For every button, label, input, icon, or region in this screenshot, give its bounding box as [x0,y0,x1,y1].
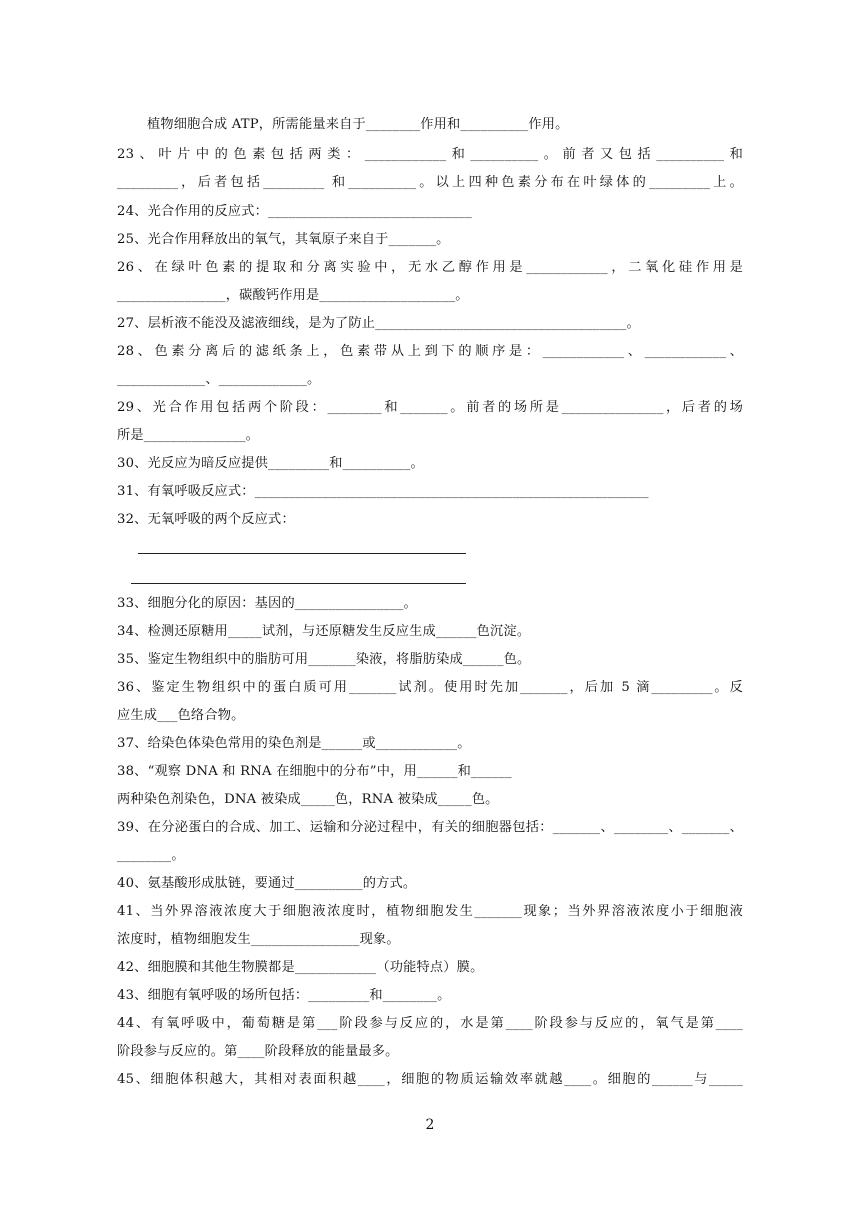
question-40: 40、氨基酸形成肽链，要通过__________的方式。 [117,876,417,891]
question-35: 35、鉴定生物组织中的脂肪可用_______染液，将脂肪染成______色。 [117,652,531,667]
text-line: ________________，碳酸钙作用是____________________。 [117,288,469,303]
text-line: _____________、_____________。 [117,372,321,387]
text-line: 阶段参与反应的。第____阶段释放的能量最多。 [117,1044,399,1059]
question-30: 30、光反应为暗反应提供_________和__________。 [117,456,424,471]
question-37: 37、给染色体染色常用的染色剂是______或____________。 [117,736,471,751]
question-43: 43、细胞有氧呼吸的场所包括：_________和________。 [117,988,451,1003]
text-line: 植物细胞合成 ATP，所需能量来自于________作用和__________作用。 [147,117,569,132]
question-34: 34、检测还原糖用_____试剂，与还原糖发生反应生成______色沉淀。 [117,624,531,639]
question-41: 41、当外界溶液浓度大于细胞液浓度时，植物细胞发生_______现象；当外界溶液浓度小于细胞液 [117,904,743,919]
text-line: ________。 [117,848,185,863]
question-45: 45、细胞体积越大，其相对表面积越____，细胞的物质运输效率就越____。细胞的______与_____ [117,1072,743,1087]
text-line: 浓度时，植物细胞发生________________现象。 [117,932,400,947]
text-line: 两种染色剂染色，DNA 被染成_____色，RNA 被染成_____色。 [117,792,499,807]
text-line: 所是_______________。 [117,428,260,443]
question-24: 24、光合作用的反应式：______________________________ [117,204,472,219]
question-23: 23、叶片中的色素包括两类：____________和__________。前者又包括__________和 [117,147,743,162]
answer-blank-line [131,583,466,584]
question-31: 31、有氧呼吸反应式：__________________________________________________________ [117,484,649,499]
question-42: 42、细胞膜和其他生物膜都是____________（功能特点）膜。 [117,960,484,975]
question-38: 38、“观察 DNA 和 RNA 在细胞中的分布”中，用______和______ [117,764,512,779]
question-27: 27、层析液不能没及滤液细线，是为了防止_____________________________________。 [117,316,640,331]
question-32: 32、无氧呼吸的两个反应式： [117,512,295,527]
page-number: 2 [425,1117,435,1133]
question-29: 29、光合作用包括两个阶段：________和_______。前者的场所是_______________，后者的场 [117,400,743,415]
question-26: 26、在绿叶色素的提取和分离实验中，无水乙醇作用是____________，二氧化硅作用是 [117,260,743,275]
question-36: 36、鉴定生物组织中的蛋白质可用_______试剂。使用时先加_______，后加 5 滴_________。反 [117,680,743,695]
answer-blank-line [138,553,466,554]
question-33: 33、细胞分化的原因：基因的________________。 [117,596,417,611]
question-39: 39、在分泌蛋白的合成、加工、运输和分泌过程中，有关的细胞器包括：_______、________、_______、 [117,820,743,835]
text-line: _________，后者包括_________ 和__________。以上四种色素分布在叶绿体的_________上。 [117,175,743,190]
question-25: 25、光合作用释放出的氧气，其氧原子来自于_______。 [117,232,450,247]
question-28: 28、色素分离后的滤纸条上，色素带从上到下的顺序是：____________、____________、 [117,344,743,359]
text-line: 应生成___色络合物。 [117,708,245,723]
question-44: 44、有氧呼吸中，葡萄糖是第___阶段参与反应的，水是第____阶段参与反应的，氧气是第____ [117,1016,743,1031]
